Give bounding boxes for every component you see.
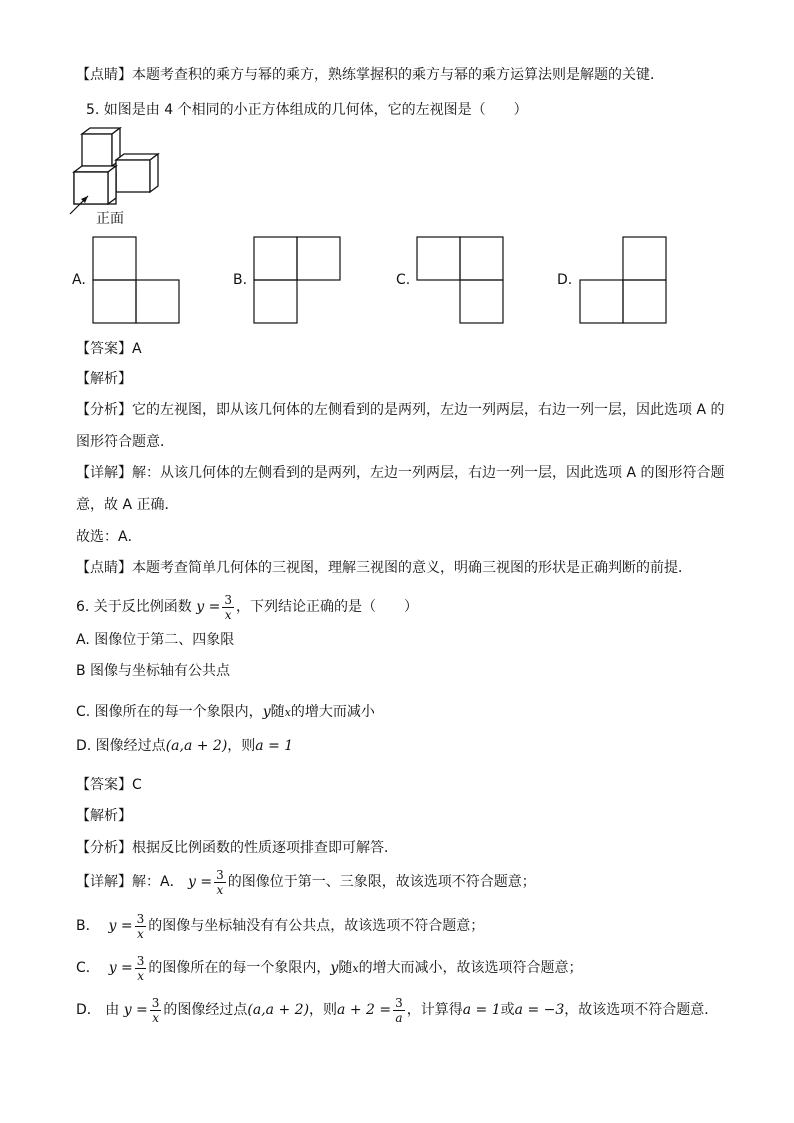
xiangjie-tag: 【详解】: [76, 874, 132, 890]
detail-c-y: y =: [108, 960, 133, 976]
detail-a-post: 的图像位于第一、三象限，故该选项不符合题意；: [227, 874, 536, 890]
detail-a-pre: 解：A．: [132, 874, 184, 890]
detail-c-mid: 的图像所在的每一个象限内，: [148, 960, 331, 976]
note-tag: 【点睛】: [76, 67, 132, 83]
frac-num: 3: [136, 911, 145, 926]
detail-c-post: 的增大而减小，故该选项符合题意；: [358, 960, 583, 976]
q6-stem: [76, 590, 418, 624]
dianjing-tag: 【点睛】: [76, 560, 132, 576]
detail-d-post: ，故该选项不符合题意．: [564, 1002, 719, 1018]
q5-xiangjie-line2: 意，故 A 正确．: [76, 497, 179, 513]
optc-y: y: [262, 704, 271, 720]
q5-option-a-figure: [92, 236, 182, 326]
detail-b-fraction: [135, 913, 147, 940]
q6-option-c: [76, 702, 375, 723]
answer-value: A: [132, 341, 142, 357]
q5-option-c-label: C.: [396, 272, 411, 288]
q6-option-a: A. 图像位于第二、四象限: [76, 632, 235, 648]
frac-den: a: [395, 1010, 403, 1025]
frac-num: 3: [395, 995, 403, 1010]
frac-num: 3: [216, 867, 224, 882]
detail-d-then: ，则: [309, 1002, 338, 1018]
xiangjie-tag: 【详解】: [76, 465, 132, 481]
detail-d-y: y =: [123, 1002, 148, 1018]
q6-fraction: [222, 594, 234, 621]
q5-option-a-label: A.: [72, 272, 86, 288]
fenxi-text: 根据反比例函数的性质逐项排查即可解答．: [132, 840, 398, 856]
detail-d-r2: a = −3: [514, 1002, 565, 1018]
detail-d-or: 或: [500, 1002, 515, 1018]
q6-detail-b: [76, 908, 484, 944]
q6-detail-a: [76, 864, 536, 900]
answer-tag: 【答案】: [76, 777, 132, 793]
q5-option-b-label: B.: [233, 272, 248, 288]
note-text: 本题考查积的乘方与幂的乘方，熟练掌握积的乘方与幂的乘方运算法则是解题的关键．: [132, 67, 664, 83]
optc-mid: 随: [270, 704, 285, 720]
fenxi-tag: 【分析】: [76, 402, 132, 418]
optc-x: x: [284, 706, 291, 719]
q6-analysis-title: 【解析】: [76, 808, 132, 824]
frac-den: x: [216, 882, 224, 897]
frac-num: 3: [224, 592, 232, 607]
q5-fenxi-line2: 图形符合题意．: [76, 434, 174, 450]
q6-stem-pre: 6. 关于反比例函数: [76, 599, 192, 615]
q5-dianjing: [76, 558, 692, 578]
frac-num: 3: [136, 953, 145, 968]
q6-y-eq: y =: [196, 599, 221, 615]
frac-den: x: [137, 926, 144, 941]
xiangjie-text: 解：从该几何体的左侧看到的是两列，左边一列两层，右边一列一层，因此选项 A 的图形符合题: [132, 465, 725, 481]
detail-b-y: y =: [108, 918, 133, 934]
q5-stem: 5. 如图是由 4 个相同的小正方体组成的几何体，它的左视图是（ ）: [86, 102, 528, 118]
note-line: [76, 65, 664, 85]
detail-c-yvar: y: [330, 960, 339, 976]
detail-d-eq-fraction: [393, 997, 405, 1024]
detail-a-y: y =: [188, 874, 213, 890]
q6-detail-c: [76, 950, 583, 987]
q5-option-c-figure: [416, 236, 506, 326]
optd-pre: D. 图像经过点: [76, 738, 166, 754]
dianjing-text: 本题考查简单几何体的三视图，理解三视图的意义，明确三视图的形状是正确判断的前提．: [132, 560, 692, 576]
optd-mid: ，则: [227, 738, 256, 754]
front-label: 正面: [96, 211, 124, 227]
optc-pre: C. 图像所在的每一个象限内，: [76, 704, 263, 720]
detail-d-pre: D． 由: [76, 1002, 120, 1018]
q5-choose: 故选：A．: [76, 529, 142, 545]
q6-detail-d: [76, 992, 718, 1028]
q5-fenxi-line1: [76, 400, 724, 420]
q5-answer: [76, 339, 142, 359]
q6-option-d: [76, 736, 293, 756]
q5-option-d-figure: [579, 236, 669, 326]
frac-den: x: [137, 968, 144, 983]
q6-option-b: B 图像与坐标轴有公共点: [76, 663, 231, 679]
detail-c-xvar: x: [352, 962, 359, 975]
optc-post: 的增大而减小: [290, 704, 375, 720]
q6-fenxi: [76, 838, 398, 858]
q5-solid-figure: [64, 126, 164, 216]
detail-b-post: 的图像与坐标轴没有有公共点，故该选项不符合题意；: [148, 918, 485, 934]
detail-d-point: (a,a + 2): [247, 1002, 310, 1018]
q5-option-b-figure: [253, 236, 343, 326]
optd-point: (a,a + 2): [165, 738, 228, 754]
q6-stem-post: ，下列结论正确的是（ ）: [236, 599, 418, 615]
detail-d-mid: 的图像经过点: [163, 1002, 248, 1018]
detail-d-r1: a = 1: [462, 1002, 501, 1018]
answer-tag: 【答案】: [76, 341, 132, 357]
answer-value: C: [132, 777, 142, 793]
q5-analysis-title: 【解析】: [76, 371, 132, 387]
optd-eq: a = 1: [255, 738, 294, 754]
detail-c-sui: 随: [338, 960, 353, 976]
detail-c-fraction: [135, 955, 147, 982]
detail-d-eq-lhs: a + 2 =: [337, 1002, 392, 1018]
fenxi-text: 它的左视图，即从该几何体的左侧看到的是两列，左边一列两层，右边一列一层，因此选项 A 的: [132, 402, 725, 418]
frac-den: x: [152, 1010, 159, 1025]
detail-d-calc: ，计算得: [406, 1002, 463, 1018]
fenxi-tag: 【分析】: [76, 840, 132, 856]
q6-answer: [76, 775, 142, 795]
q5-xiangjie-line1: [76, 463, 724, 483]
frac-den: x: [224, 607, 232, 622]
detail-d-fraction: [150, 997, 162, 1024]
detail-c-pre: C．: [76, 960, 100, 976]
detail-a-fraction: [214, 869, 226, 896]
frac-num: 3: [151, 995, 160, 1010]
q5-option-d-label: D.: [557, 272, 573, 288]
detail-b-pre: B．: [76, 918, 100, 934]
